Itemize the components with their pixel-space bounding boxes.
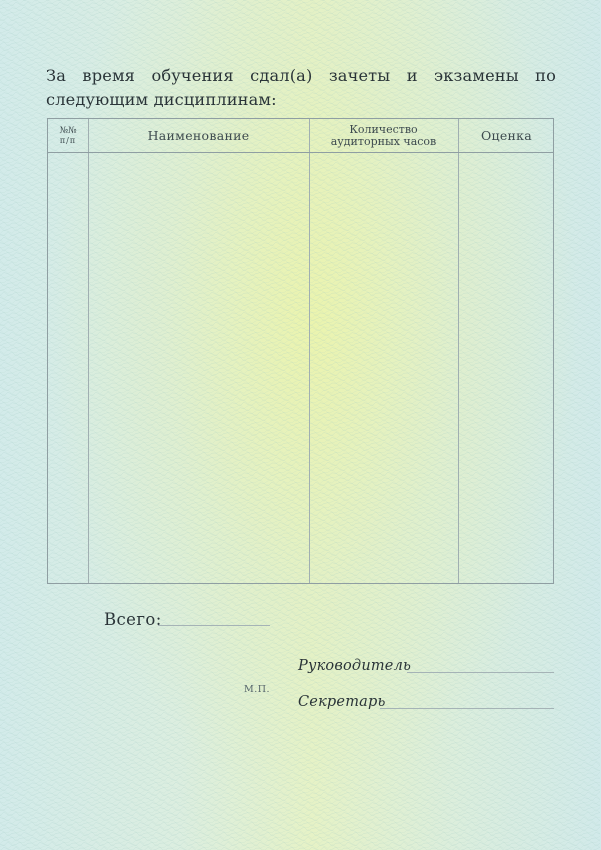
intro-text: За время обучения сдал(а) зачеты и экзамены по следующим дисциплинам: xyxy=(46,66,556,109)
stamp-placeholder: М.П. xyxy=(244,684,271,695)
header-number xyxy=(48,119,88,152)
column-divider xyxy=(88,119,89,583)
supervisor-signature-field[interactable] xyxy=(407,672,554,673)
total-field[interactable] xyxy=(158,625,270,626)
header-divider xyxy=(48,152,553,153)
disciplines-table xyxy=(47,118,554,584)
header-number-top: №№ xyxy=(59,125,77,136)
column-divider xyxy=(458,119,459,583)
header-hours-line1: Количество xyxy=(349,122,418,136)
secretary-label: Секретарь xyxy=(298,694,386,710)
total-label: Всего: xyxy=(104,610,162,629)
header-number-bottom: п/п xyxy=(59,135,77,145)
header-hours-line2: аудиторных часов xyxy=(330,134,437,148)
header-grade: Оценка xyxy=(480,128,533,143)
header-hours xyxy=(309,119,458,152)
supervisor-label: Руководитель xyxy=(298,658,412,674)
secretary-signature-field[interactable] xyxy=(380,708,554,709)
header-name: Наименование xyxy=(147,128,250,143)
column-divider xyxy=(309,119,310,583)
